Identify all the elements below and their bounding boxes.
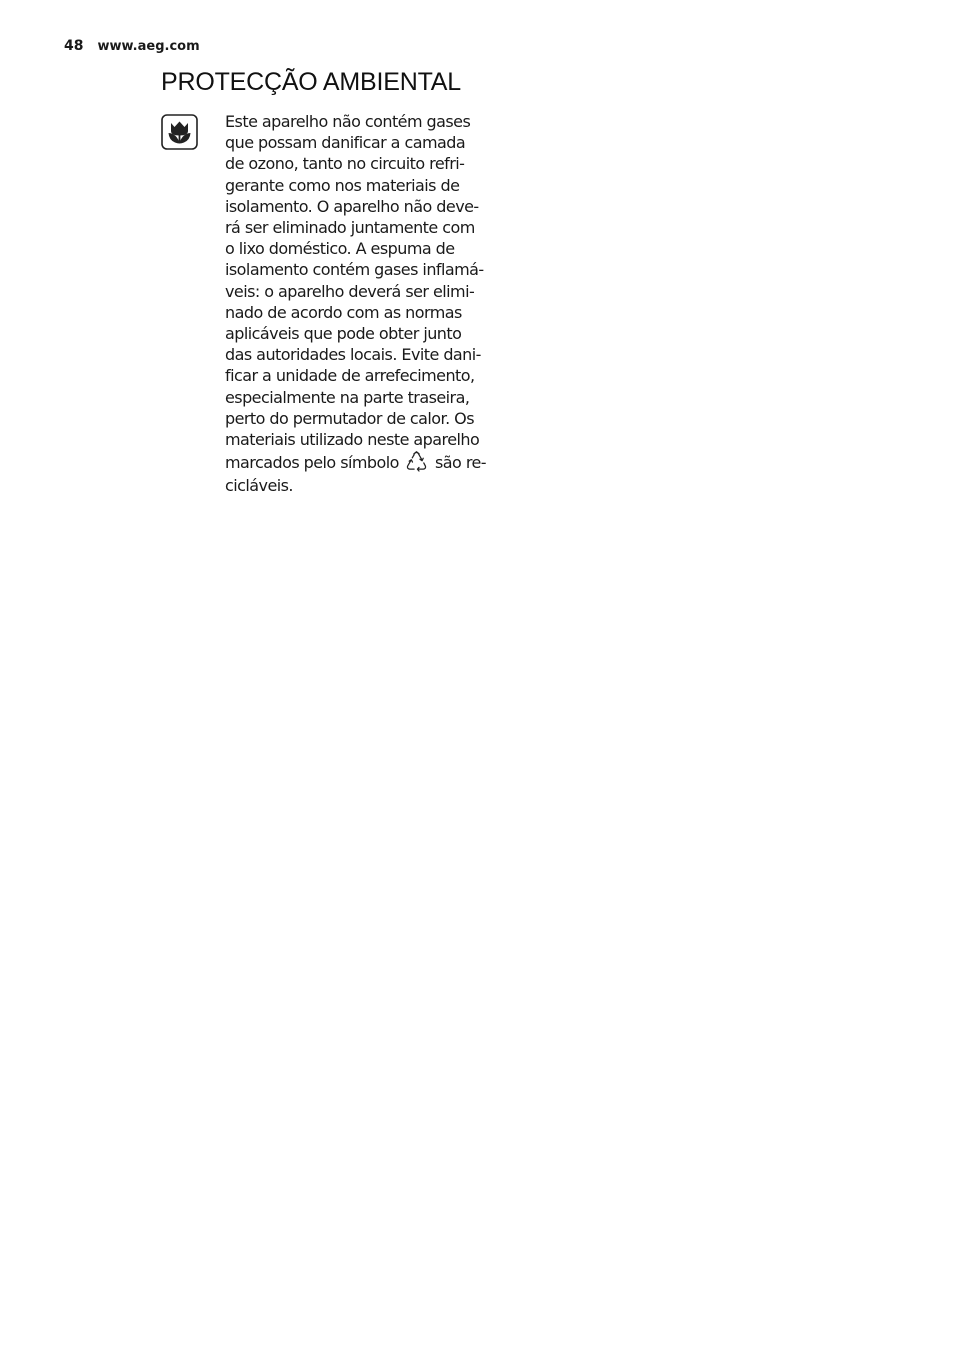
- paragraph-line: perto do permutador de calor. Os: [225, 408, 475, 428]
- paragraph-line: isolamento contém gases inflamá-: [225, 260, 484, 280]
- paragraph-line: cicláveis.: [225, 476, 293, 496]
- page-number: 48: [64, 38, 84, 54]
- paragraph-line: materiais utilizado neste aparelho: [225, 430, 480, 450]
- paragraph-line: de ozono, tanto no circuito refri-: [225, 154, 465, 174]
- environment-paragraph: [225, 111, 517, 496]
- paragraph-line: Este aparelho não contém gases: [225, 112, 471, 131]
- paragraph-line: rá ser eliminado juntamente com: [225, 218, 475, 238]
- symbol-text-before: marcados pelo símbolo: [225, 453, 399, 473]
- paragraph-line: gerante como nos materiais de: [225, 175, 460, 195]
- paragraph-line: aplicáveis que pode obter junto: [225, 324, 462, 344]
- page-header: [64, 38, 200, 54]
- section-title: PROTECÇÃO AMBIENTAL: [161, 68, 461, 96]
- website-url: www.aeg.com: [97, 39, 200, 54]
- paragraph-line: ficar a unidade de arrefecimento,: [225, 366, 475, 386]
- paragraph-line: que possam danificar a camada: [225, 133, 466, 153]
- recycle-icon: [405, 450, 428, 473]
- paragraph-line: veis: o aparelho deverá ser elimi-: [225, 281, 475, 301]
- paragraph-line-symbol: [225, 450, 517, 475]
- symbol-text-after: são re-: [435, 453, 487, 473]
- paragraph-line: o lixo doméstico. A espuma de: [225, 239, 455, 259]
- paragraph-line: isolamento. O aparelho não deve-: [225, 196, 479, 216]
- paragraph-line: especialmente na parte traseira,: [225, 387, 470, 407]
- paragraph-line: das autoridades locais. Evite dani-: [225, 345, 481, 365]
- environment-flower-icon: [161, 114, 198, 150]
- paragraph-line: nado de acordo com as normas: [225, 302, 462, 322]
